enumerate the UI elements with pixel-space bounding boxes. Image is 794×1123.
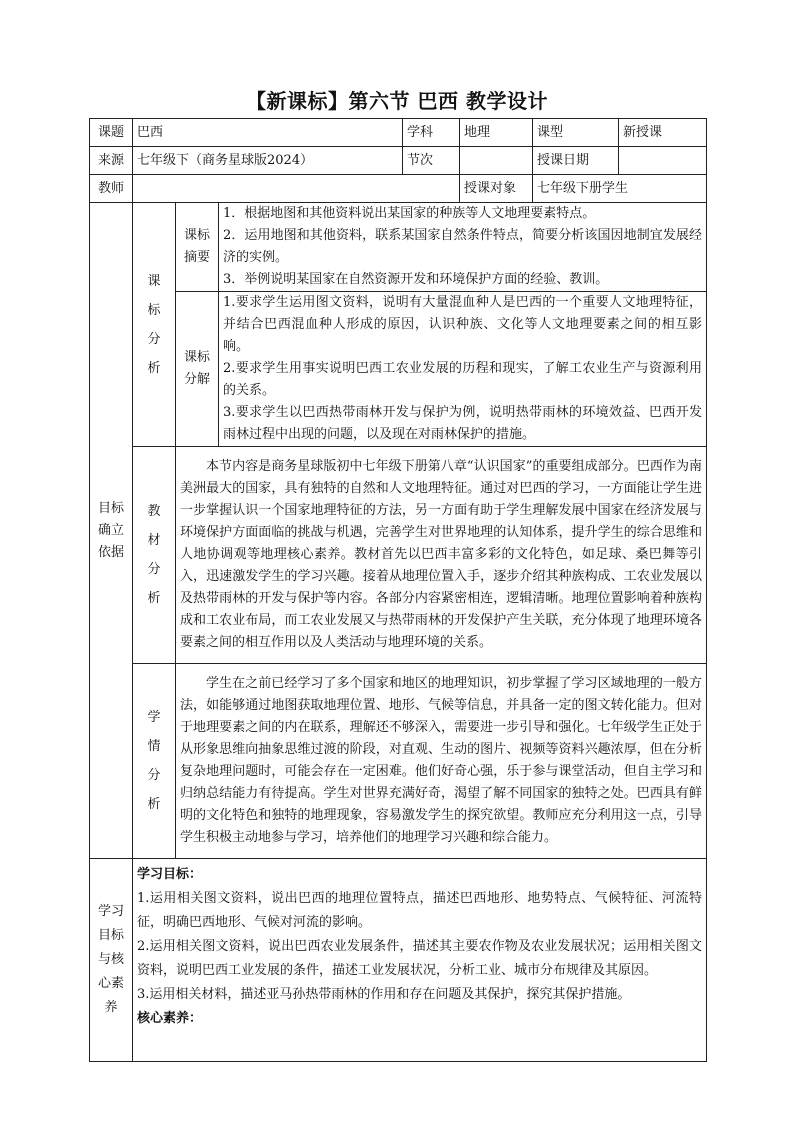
textbook-label-char: 教 <box>147 504 161 519</box>
date-label: 授课日期 <box>533 147 619 175</box>
learning-goal-item: 2.运用相关图文资料，说出巴西农业发展条件，描述其主要农作物及农业发展状况；运用相关图文资料，说明巴西工业发展的条件，描述工业发展状况，分析工业、城市分布规律及其原因。 <box>137 939 702 978</box>
goals-label-line: 目标 <box>97 928 124 943</box>
breakdown-item: 2.要求学生用事实说明巴西工农业发展的历程和现实，了解工农业生产与资源利用的关系。 <box>223 361 702 398</box>
goals-label-line: 学习 <box>97 904 124 919</box>
textbook-analysis-text: 本节内容是商务星球版初中七年级下册第八章“认识国家”的重要组成部分。巴西作为南美洲最大的国家，具有独特的自然和人文地理特征。通过对巴西的学习，一方面能让学生进一步掌握认识一个国家地理特征的方法，另一方面有助于学生理解发展中国家在经济发展与环境保护方面面临的挑战与机遇，完善学生对世界地理的认知体系，提升学生的综合思维和人地协调观等地理核心素养。教材首先以巴西丰富多彩的文化特色，如足球、桑巴舞等引入，迅速激发学生的学习兴趣。接着从地理位置入手，逐步介绍其种族构成、工农业发展以及热带雨林的开发与保护等内容。各部分内容紧密相连，逻辑清晰。地理位置影响着种族构成和工农业布局，而工农业发展又与热带雨林的开发保护产生关联，充分体现了地理环境各要素之间的相互作用以及人类活动与地理环境的关系。 <box>180 459 702 650</box>
teacher-label: 教师 <box>90 175 133 203</box>
basis-label-line: 目标 <box>97 500 124 516</box>
breakdown-label-line: 分解 <box>183 372 210 387</box>
textbook-label-char: 材 <box>147 533 161 548</box>
standard-analysis-label <box>133 203 176 447</box>
summary-item: 2．运用地图和其他资料，联系某国家自然条件特点，简要分析该国因地制宜发展经济的实例。 <box>223 228 702 265</box>
standard-breakdown-label <box>176 292 219 447</box>
subject-value: 地理 <box>460 119 533 147</box>
course-value: 巴西 <box>133 119 403 147</box>
standard-label-char: 析 <box>147 360 161 376</box>
summary-item: 3．举例说明某国家在自然资源开发和环境保护方面的经验、教训。 <box>223 272 609 287</box>
goals-label <box>90 859 133 1062</box>
summary-label-line: 摘要 <box>183 250 210 265</box>
type-value: 新授课 <box>619 119 707 147</box>
summary-label-line: 课标 <box>183 228 210 243</box>
audience-value: 七年级下册学生 <box>533 175 707 203</box>
audience-label: 授课对象 <box>460 175 533 203</box>
goals-label-line: 养 <box>104 1000 118 1015</box>
teacher-value <box>133 175 460 203</box>
student-analysis-label <box>133 664 176 859</box>
student-label-char: 析 <box>147 797 161 812</box>
core-literacy-heading: 核心素养： <box>137 1011 203 1026</box>
summary-item: 1．根据地图和其他资料说出某国家的种族等人文地理要素特点。 <box>223 206 596 221</box>
period-label: 节次 <box>403 147 460 175</box>
goals-label-line: 心素 <box>97 976 124 991</box>
basis-label <box>90 203 133 859</box>
student-analysis-text: 学生在之前已经学习了多个国家和地区的地理知识，初步掌握了学习区域地理的一般方法，如能够通过地图获取地理位置、地形、气候等信息，并具备一定的图文转化能力。但对于地理要素之间的内在联系，理解还不够深入，需要进一步引导和强化。七年级学生正处于从形象思维向抽象思维过渡的阶段，对直观、生动的图片、视频等资料兴趣浓厚，但在分析复杂地理问题时，可能会存在一定困难。他们好奇心强，乐于参与课堂活动，但自主学习和归纳总结能力有待提高。学生对世界充满好奇，渴望了解不同国家的独特之处。巴西具有鲜明的文化特色和独特的地理现象，容易激发学生的探究欲望。教师应充分利用这一点，引导学生积极主动地参与学习，培养他们的地理学习兴趣和综合能力。 <box>180 676 702 845</box>
info-row-teacher <box>90 175 707 203</box>
textbook-label-char: 析 <box>147 591 161 606</box>
student-label-char: 学 <box>147 710 161 725</box>
basis-label-line: 依据 <box>97 544 124 560</box>
standard-summary-content <box>219 203 707 292</box>
info-row-course <box>90 119 707 147</box>
student-analysis-row <box>90 664 707 859</box>
standard-breakdown-content <box>219 292 707 447</box>
source-value: 七年级下（商务星球版2024） <box>133 147 403 175</box>
textbook-analysis-content <box>176 447 707 664</box>
standard-label-char: 分 <box>147 331 161 347</box>
learning-goal-item: 3.运用相关材料，描述亚马孙热带雨林的作用和存在问题及其保护，探究其保护措施。 <box>137 987 631 1002</box>
period-value <box>460 147 533 175</box>
breakdown-label-line: 课标 <box>183 350 210 365</box>
textbook-label-char: 分 <box>147 562 161 577</box>
textbook-analysis-row <box>90 447 707 664</box>
lesson-plan-table <box>89 118 707 1062</box>
source-label: 来源 <box>90 147 133 175</box>
standard-summary-label <box>176 203 219 292</box>
student-analysis-content <box>176 664 707 859</box>
page-title: 【新课标】第六节 巴西 教学设计 <box>246 89 548 113</box>
date-value <box>619 147 707 175</box>
course-label: 课题 <box>90 119 133 147</box>
student-label-char: 情 <box>147 739 161 754</box>
goals-content <box>133 859 707 1062</box>
goals-label-line: 与核 <box>97 952 124 967</box>
student-label-char: 分 <box>147 768 161 783</box>
standard-label-char: 课 <box>147 273 161 289</box>
learning-goals-heading: 学习目标： <box>137 867 203 882</box>
breakdown-item: 3.要求学生以巴西热带雨林开发与保护为例，说明热带雨林的环境效益、巴西开发雨林过程中出现的问题，以及现在对雨林保护的措施。 <box>223 405 702 442</box>
standard-summary-row <box>90 203 707 292</box>
type-label: 课型 <box>533 119 619 147</box>
subject-label: 学科 <box>403 119 460 147</box>
basis-label-line: 确立 <box>97 522 124 538</box>
standard-breakdown-row <box>90 292 707 447</box>
breakdown-item: 1.要求学生运用图文资料，说明有大量混血种人是巴西的一个重要人文地理特征，并结合巴西混血种人形成的原因，认识种族、文化等人文地理要素之间的相互影响。 <box>223 295 702 354</box>
standard-label-char: 标 <box>147 302 161 318</box>
textbook-analysis-label <box>133 447 176 664</box>
info-row-source <box>90 147 707 175</box>
learning-goal-item: 1.运用相关图文资料，说出巴西的地理位置特点，描述巴西地形、地势特点、气候特征、河流特征，明确巴西地形、气候对河流的影响。 <box>137 891 702 930</box>
goals-row <box>90 859 707 1062</box>
